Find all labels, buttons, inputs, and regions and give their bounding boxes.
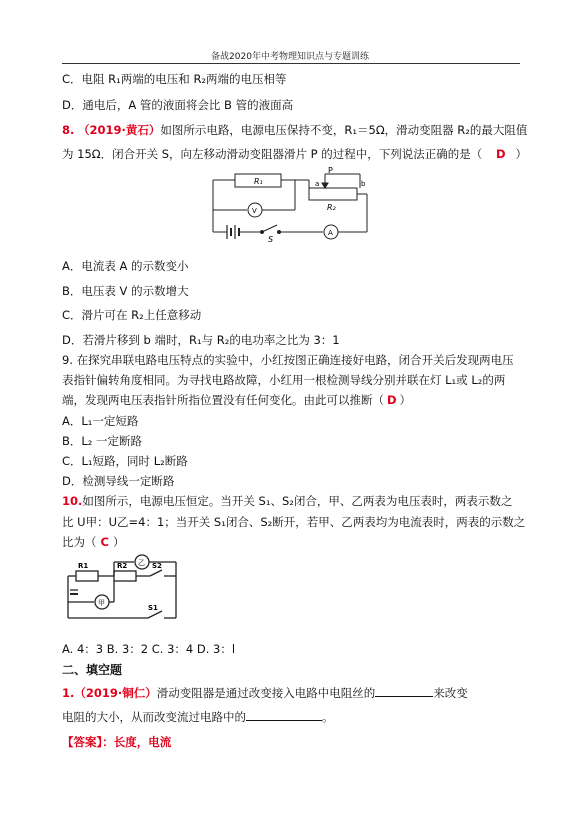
q10-circuit-diagram <box>62 552 188 626</box>
q8-option-b: B．电压表 V 的示数增大 <box>62 284 189 298</box>
q10-label-s2: S2 <box>152 562 162 570</box>
q9-option-b: B．L₂ 一定断路 <box>62 434 143 448</box>
q8-label-s: S <box>268 235 274 242</box>
q10-r2-resistor <box>114 571 136 581</box>
q9-stem-3: 端，发现两电压表指针所指位置没有任何变化。由此可以推断（ <box>62 393 384 407</box>
section-title: 二、填空题 <box>62 663 123 677</box>
fill1-answer-line <box>62 734 171 750</box>
q10-label-r2: R2 <box>117 562 128 570</box>
q10-r1-resistor <box>76 571 98 581</box>
fill1-stem-1: 滑动变阻器是通过改变接入电路中电阻丝的 <box>156 686 376 700</box>
q7-option-d: D．通电后，A 管的液面将会比 B 管的液面高 <box>62 98 294 112</box>
q10-label-s1: S1 <box>148 604 158 612</box>
fill1-label: 1.（2019·铜仁） <box>62 686 157 700</box>
q8-circuit-diagram <box>205 166 385 242</box>
fill1-answer-label: 【答案】： <box>62 735 114 749</box>
q10-bracket: ） <box>112 535 125 549</box>
q10-answer: C <box>100 535 109 549</box>
q8-answer: D <box>495 147 506 161</box>
q10-label-jia: 甲 <box>98 599 105 607</box>
q10-label-yi: 乙 <box>138 559 145 567</box>
q9-option-d: D．检测导线一定断路 <box>62 474 175 488</box>
q9-bracket: ） <box>399 393 412 407</box>
q10-stem-1: 如图所示，电源电压恒定。当开关 S₁、S₂闭合，甲、乙两表为电压表时，两表示数之 <box>82 494 513 508</box>
q9-line3 <box>62 392 411 408</box>
q8-line2 <box>62 146 527 162</box>
q7-option-c: C．电阻 R₁两端的电压和 R₂两端的电压相等 <box>62 72 287 86</box>
q8-option-d: D．若滑片移到 b 端时，R₁与 R₂的电功率之比为 3：1 <box>62 333 340 347</box>
q8-label-v: V <box>252 207 257 215</box>
q10-options: A. 4：3 B. 3：2 C. 3：4 D. 3：l <box>62 642 236 656</box>
q8-label-r2: R₂ <box>327 203 336 212</box>
q8-slider-arrow <box>322 183 328 188</box>
q10-line2: 比 U甲：U乙=4：1；当开关 S₁闭合、S₂断开，若甲、乙两表均为电流表时，两表的示数之 <box>62 515 526 529</box>
q8-label-b: b <box>361 180 366 188</box>
q8-switch <box>262 225 277 232</box>
q8-line1 <box>62 122 527 138</box>
fill1-stem-2: 电阻的大小，从而改变流过电路中的 <box>62 710 246 724</box>
q10-line3 <box>62 534 124 550</box>
page-header: 备战2020年中考物理知识点与专题训练 <box>211 52 369 62</box>
q8-option-a: A．电流表 A 的示数变小 <box>62 259 189 273</box>
q9-answer: D <box>387 393 397 407</box>
q9-line2: 表指针偏转角度相同。为寻找电路故障，小红用一根检测导线分别并联在灯 L₁或 L₂的两 <box>62 373 506 387</box>
q8-label-ammeter: A <box>328 229 333 237</box>
q10-line1 <box>62 493 512 509</box>
q10-switch-s1 <box>148 611 162 618</box>
q10-switch-s2 <box>150 570 162 576</box>
q8-label-r1: R₁ <box>254 177 263 186</box>
fill1-stem-1b: 来改变 <box>433 686 468 700</box>
q8-option-c: C．滑片可在 R₂上任意移动 <box>62 308 202 322</box>
q8-label-p: P <box>328 166 333 175</box>
q8-label-a: a <box>315 180 320 188</box>
q8-r2-rheostat <box>309 188 357 200</box>
q10-number: 10. <box>62 494 83 508</box>
fill1-line2 <box>62 709 334 725</box>
q9-option-a: A．L₁一定短路 <box>62 414 139 428</box>
fill1-blank-2[interactable] <box>246 710 322 721</box>
q8-stem-2: 为 15Ω．闭合开关 S，向左移动滑动变阻器滑片 P 的过程中，下列说法正确的是（ <box>62 147 483 161</box>
q8-stem-1: 如图所示电路，电源电压保持不变，R₁＝5Ω，滑动变阻器 R₂的最大阻值 <box>160 123 528 137</box>
q8-number: 8. <box>62 123 75 137</box>
fill1-stem-2b: 。 <box>322 710 334 724</box>
fill1-answer: 长度，电流 <box>113 735 172 749</box>
q8-source: （2019·黄石） <box>78 123 161 137</box>
header-rule <box>62 63 520 64</box>
fill1-blank-1[interactable] <box>375 686 433 697</box>
q10-label-r1: R1 <box>78 562 89 570</box>
q10-stem-3: 比为（ <box>62 535 97 549</box>
q9-line1: 9. 在探究串联电路电压特点的实验中，小红按图正确连接好电路，闭合开关后发现两电压 <box>62 353 514 367</box>
fill1-line1 <box>62 685 468 701</box>
q9-option-c: C．L₁短路，同时 L₂断路 <box>62 454 188 468</box>
q8-bracket: ） <box>515 147 527 161</box>
